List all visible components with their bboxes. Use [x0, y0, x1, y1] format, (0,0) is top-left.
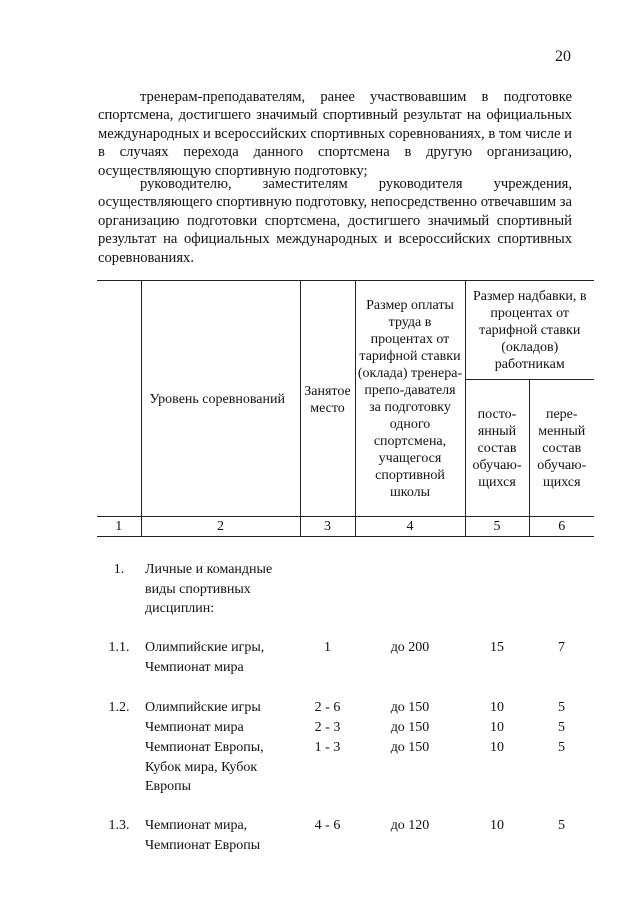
- header-bonus: Размер надбавки, в процентах от тарифной ставки (окладов) работникам: [465, 281, 594, 380]
- row-permanent: 10: [490, 740, 504, 755]
- row-number: 1.2.: [108, 700, 130, 715]
- row-place: 2 - 6: [314, 700, 341, 715]
- header-pay: Размер оплаты труда в процентах от тарифной ставки (оклада) тренера-препо-давателя за подготовку одного спортсмена, учащегося спортивной школы: [355, 281, 465, 517]
- table-row: [97, 816, 594, 858]
- row-level: Олимпийские игры: [145, 700, 261, 715]
- col-number: 2: [141, 517, 300, 537]
- col-number: 4: [355, 517, 465, 537]
- table-row: [97, 738, 594, 816]
- header-place: Занятое место: [300, 281, 355, 517]
- row-variable: 5: [558, 740, 565, 755]
- row-pay: до 150: [390, 740, 430, 755]
- col-number: 6: [529, 517, 594, 537]
- row-place: 4 - 6: [314, 818, 341, 833]
- row-variable: 5: [558, 720, 565, 735]
- row-level: Олимпийские игры, Чемпионат мира: [145, 640, 265, 675]
- header-num-cell: [97, 281, 141, 517]
- table-row: [97, 638, 594, 698]
- col-number: 5: [465, 517, 529, 537]
- paragraph-managers: руководителю, заместителям руководителя учреждения, осуществляющего спортивную подготовку, непосредственно отвечавшим за организацию подготовки спортсмена, достигшего значимый спортивный результат на официальных международных и всероссийских спортивных соревнованиях.: [98, 176, 572, 266]
- row-place: 1: [324, 640, 331, 655]
- paragraph-trainers: тренерам-преподавателям, ранее участвовавшим в подготовке спортсмена, достигшего значимый спортивный результат на официальных международных и всероссийских спортивных соревнованиях, в том числе и в случаях перехода данного спортсмена в другую организацию, осуществляющую спортивную подготовку;: [98, 89, 572, 179]
- page-number: 20: [555, 48, 571, 65]
- row-level: Личные и командные виды спортивных дисциплин:: [145, 562, 273, 616]
- row-permanent: 10: [490, 700, 504, 715]
- col-number: 3: [300, 517, 355, 537]
- row-place: 2 - 3: [314, 720, 341, 735]
- table-row: [97, 718, 594, 738]
- table-row: [97, 560, 594, 638]
- row-permanent: 15: [490, 640, 504, 655]
- row-place: 1 - 3: [314, 740, 341, 755]
- row-number: 1.1.: [108, 640, 130, 655]
- row-level: Чемпионат мира: [145, 720, 244, 735]
- col-number: 1: [97, 517, 141, 537]
- table-row: [97, 698, 594, 718]
- row-pay: до 120: [390, 818, 430, 833]
- bonus-table-header: [97, 280, 594, 537]
- row-pay: до 200: [390, 640, 430, 655]
- header-permanent: посто-янный состав обучаю-щихся: [465, 380, 529, 517]
- row-permanent: 10: [490, 818, 504, 833]
- row-variable: 7: [558, 640, 565, 655]
- row-number: 1.3.: [108, 818, 130, 833]
- row-variable: 5: [558, 700, 565, 715]
- row-number: 1.: [113, 562, 125, 577]
- row-variable: 5: [558, 818, 565, 833]
- row-pay: до 150: [390, 700, 430, 715]
- row-pay: до 150: [390, 720, 430, 735]
- row-permanent: 10: [490, 720, 504, 735]
- row-level: Чемпионат Европы, Кубок мира, Кубок Европы: [145, 740, 264, 794]
- header-level: Уровень соревнований: [141, 281, 300, 517]
- row-level: Чемпионат мира, Чемпионат Европы: [145, 818, 261, 853]
- table-body: [97, 560, 594, 858]
- header-variable: пере-менный состав обучаю-щихся: [529, 380, 594, 517]
